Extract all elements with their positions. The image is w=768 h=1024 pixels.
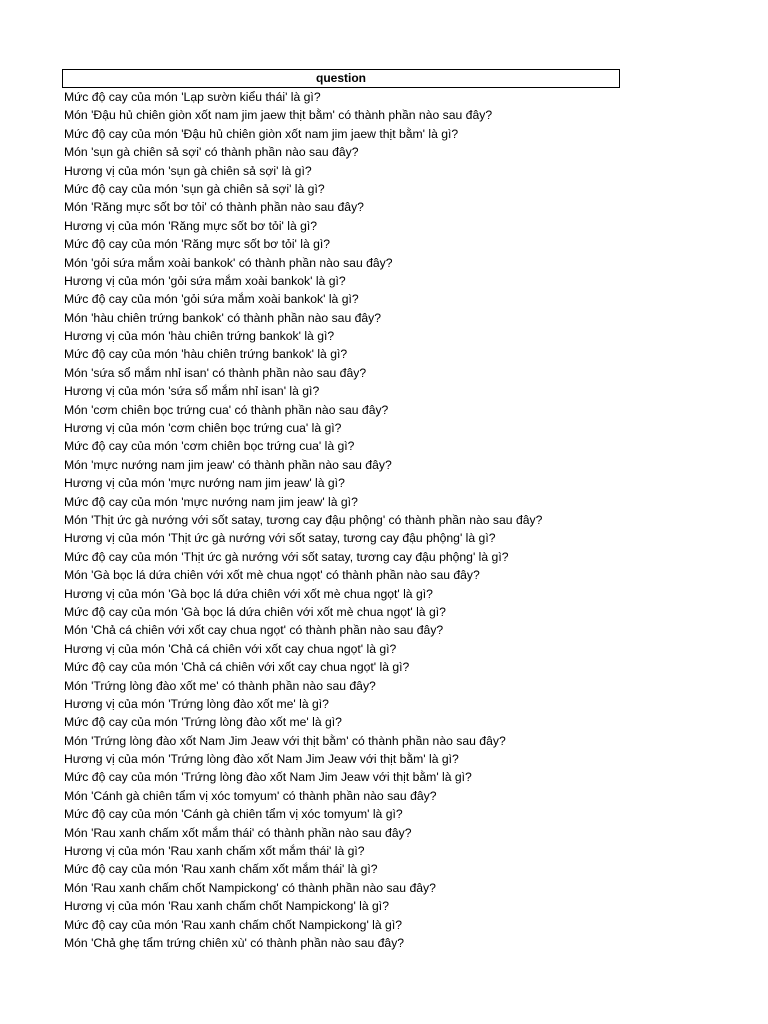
question-cell: Mức độ cay của món 'Lạp sườn kiểu thái' là gì?: [64, 90, 321, 104]
question-cell: Món 'Gà bọc lá dứa chiên với xốt mè chua ngọt' có thành phần nào sau đây?: [64, 568, 480, 583]
question-cell: Món 'Cánh gà chiên tẩm vị xóc tomyum' có thành phần nào sau đây?: [64, 788, 437, 803]
question-cell: Hương vị của món 'sứa sổ mắm nhỉ isan' là gì?: [64, 384, 320, 399]
question-cell: Mức độ cay của món 'Thịt ức gà nướng với sốt satay, tương cay đậu phộng' là gì?: [64, 549, 509, 564]
question-cell: Hương vị của món 'Rau xanh chấm xốt mắm thái' là gì?: [64, 844, 365, 859]
question-cell: Mức độ cay của món 'cơm chiên bọc trứng cua' là gì?: [64, 439, 355, 454]
question-cell: Món 'Chả cá chiên với xốt cay chua ngọt' có thành phần nào sau đây?: [64, 623, 444, 638]
question-cell: Món 'Đậu hủ chiên giòn xốt nam jim jaew thịt bằm' có thành phần nào sau đây?: [64, 108, 493, 123]
question-cell: Món 'hàu chiên trứng bankok' có thành phần nào sau đây?: [64, 310, 382, 325]
question-cell: Hương vị của món 'sụn gà chiên sả sợi' là gì?: [64, 163, 312, 178]
question-cell: Mức độ cay của món 'sụn gà chiên sả sợi' là gì?: [64, 181, 325, 196]
question-cell: Món 'sụn gà chiên sả sợi' có thành phần nào sau đây?: [64, 145, 359, 160]
question-cell: Món 'mực nướng nam jim jeaw' có thành phần nào sau đây?: [64, 457, 392, 472]
question-cell: Mức độ cay của món 'Rau xanh chấm xốt mắm thái' là gì?: [64, 862, 378, 877]
question-cell: Mức độ cay của món 'Răng mực sốt bơ tỏi' là gì?: [64, 237, 331, 252]
question-cell: Món 'Răng mực sốt bơ tỏi' có thành phần nào sau đây?: [64, 200, 364, 215]
question-cell: Món 'gỏi sứa mắm xoài bankok' có thành phần nào sau đây?: [64, 255, 393, 270]
question-cell: Mức độ cay của món 'Cánh gà chiên tẩm vị xóc tomyum' là gì?: [64, 807, 403, 822]
question-cell: Mức độ cay của món 'Rau xanh chấm chốt Nampickong' là gì?: [64, 917, 402, 932]
question-cell: Mức độ cay của món 'gỏi sứa mắm xoài bankok' là gì?: [64, 292, 359, 307]
question-cell: Hương vị của món 'Gà bọc lá dứa chiên với xốt mè chua ngọt' là gì?: [64, 586, 433, 601]
question-cell: Hương vị của món 'Chả cá chiên với xốt cay chua ngọt' là gì?: [64, 641, 397, 656]
question-cell: Hương vị của món 'hàu chiên trứng bankok' là gì?: [64, 329, 335, 344]
question-cell: Hương vị của món 'Rau xanh chấm chốt Nampickong' là gì?: [64, 899, 389, 914]
question-cell: Hương vị của món 'Thịt ức gà nướng với sốt satay, tương cay đậu phộng' là gì?: [64, 531, 496, 546]
question-cell: Món 'Trứng lòng đào xốt Nam Jim Jeaw với thịt bằm' có thành phần nào sau đây?: [64, 733, 506, 748]
question-cell: Món 'Trứng lòng đào xốt me' có thành phần nào sau đây?: [64, 678, 376, 693]
column-header-question: question: [62, 69, 620, 88]
question-cell: Món 'cơm chiên bọc trứng cua' có thành phần nào sau đây?: [64, 402, 389, 417]
spreadsheet-column: [62, 69, 620, 952]
question-cell: Mức độ cay của món 'Trứng lòng đào xốt Nam Jim Jeaw với thịt bằm' là gì?: [64, 770, 472, 785]
question-list: [62, 88, 620, 952]
question-cell: Hương vị của món 'Trứng lòng đào xốt me' là gì?: [64, 696, 329, 711]
question-cell: Mức độ cay của món 'Chả cá chiên với xốt cay chua ngọt' là gì?: [64, 660, 410, 675]
question-cell: Hương vị của món 'cơm chiên bọc trứng cua' là gì?: [64, 421, 342, 436]
question-cell: Mức độ cay của món 'Gà bọc lá dứa chiên với xốt mè chua ngọt' là gì?: [64, 604, 446, 619]
question-cell: Mức độ cay của món 'hàu chiên trứng bankok' là gì?: [64, 347, 348, 362]
question-cell: Hương vị của món 'Trứng lòng đào xốt Nam Jim Jeaw với thịt bằm' là gì?: [64, 752, 459, 767]
question-cell: Hương vị của món 'gỏi sứa mắm xoài bankok' là gì?: [64, 273, 346, 288]
question-cell: Món 'Rau xanh chấm chốt Nampickong' có thành phần nào sau đây?: [64, 880, 436, 895]
question-cell: Mức độ cay của món 'mực nướng nam jim jeaw' là gì?: [64, 494, 358, 509]
question-cell: Món 'sứa sổ mắm nhỉ isan' có thành phần nào sau đây?: [64, 365, 367, 380]
question-cell: Hương vị của món 'mực nướng nam jim jeaw' là gì?: [64, 476, 345, 491]
question-cell: Mức độ cay của món 'Trứng lòng đào xốt me' là gì?: [64, 715, 342, 730]
question-cell: Hương vị của món 'Răng mực sốt bơ tỏi' là gì?: [64, 218, 318, 233]
question-cell: Món 'Thịt ức gà nướng với sốt satay, tương cay đậu phộng' có thành phần nào sau đây?: [64, 512, 543, 527]
question-cell: Món 'Chả ghẹ tẩm trứng chiên xù' có thành phần nào sau đây?: [64, 935, 405, 950]
question-cell: Mức độ cay của món 'Đậu hủ chiên giòn xốt nam jim jaew thịt bằm' là gì?: [64, 126, 459, 141]
question-cell: Món 'Rau xanh chấm xốt mắm thái' có thành phần nào sau đây?: [64, 825, 412, 840]
